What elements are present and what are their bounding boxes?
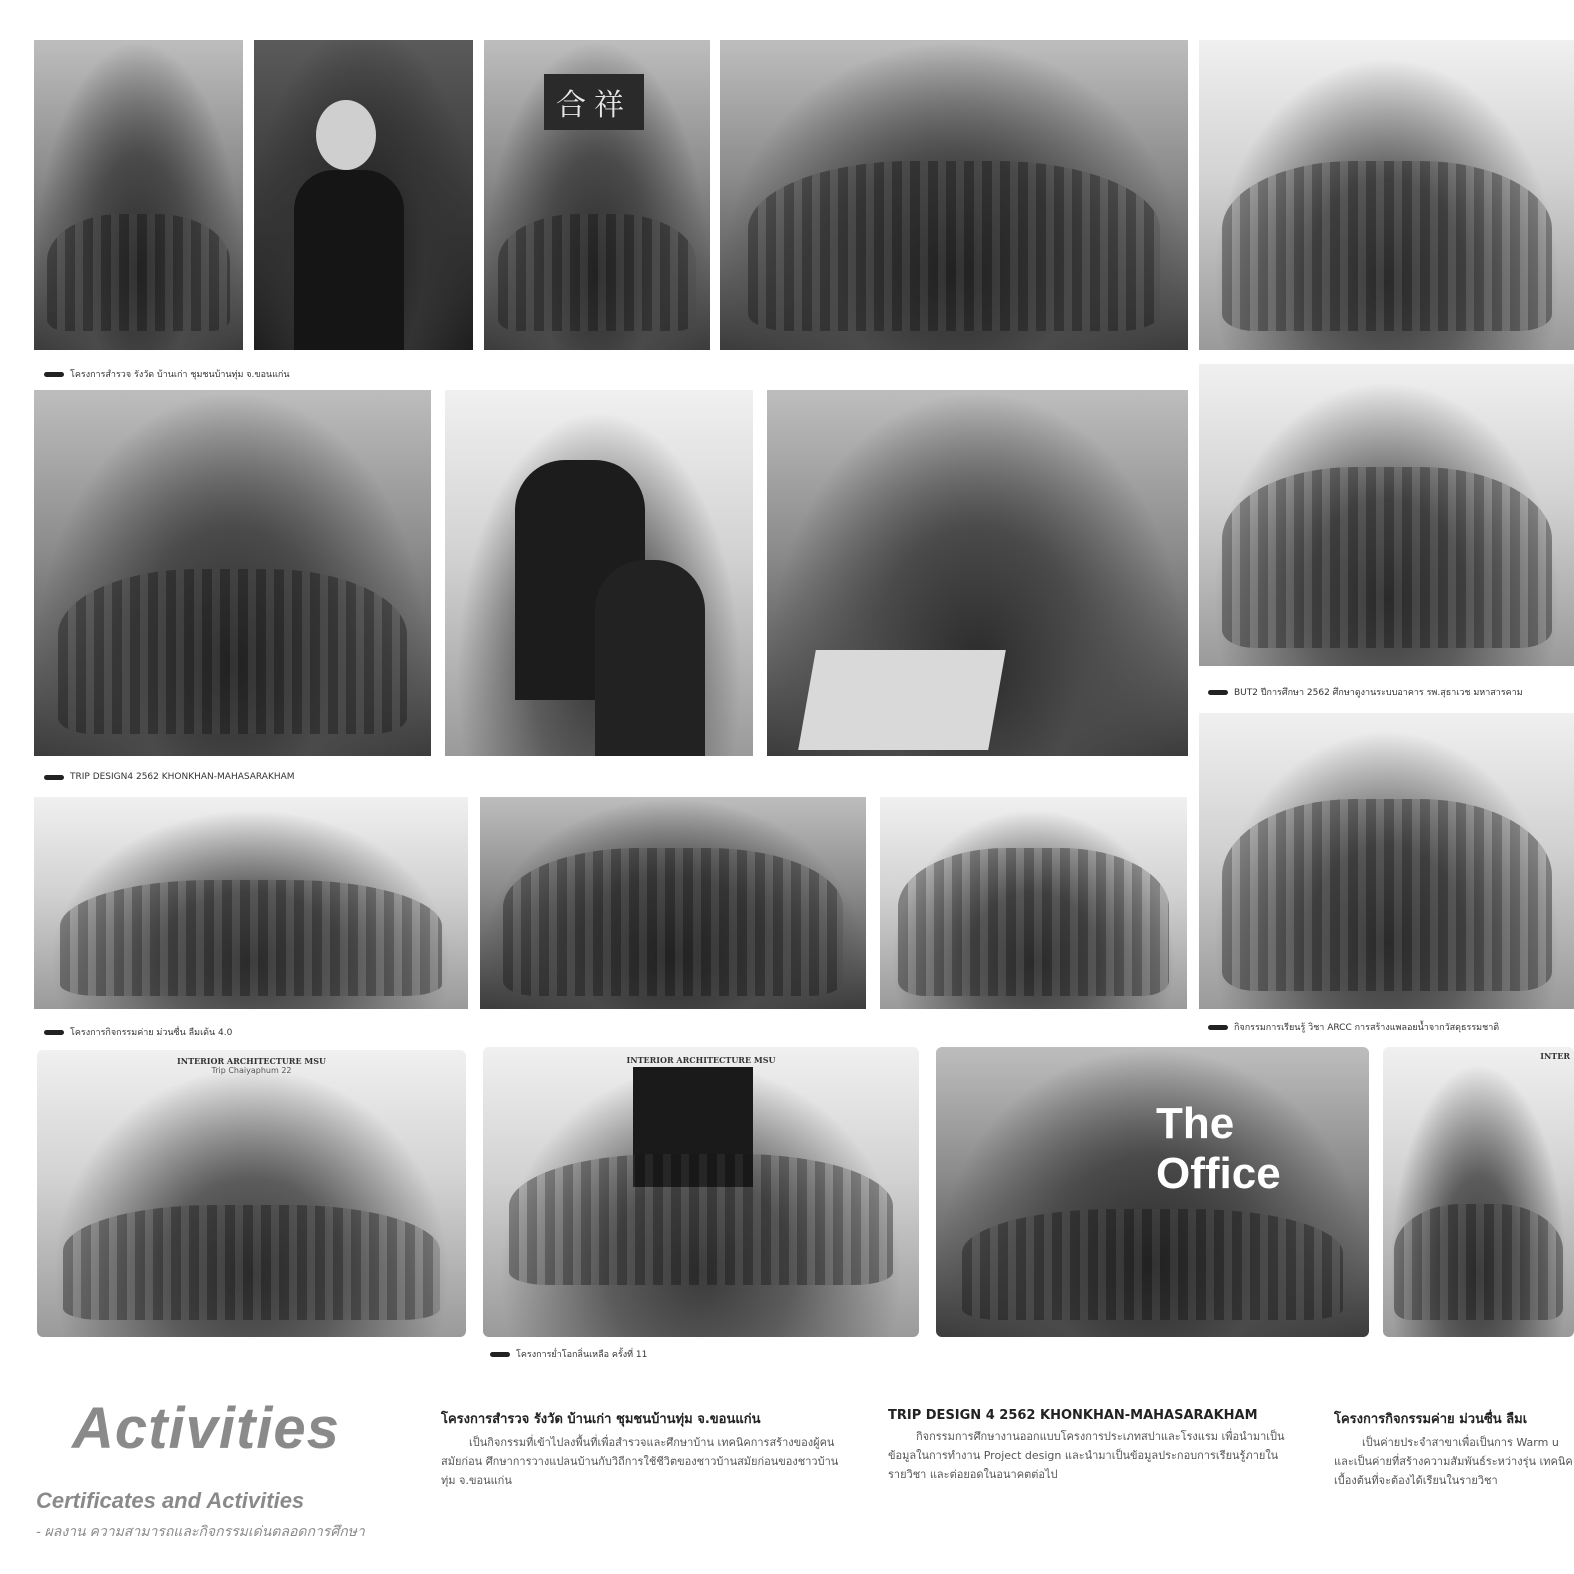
photo-group-temple: [1383, 1047, 1574, 1337]
caption-text: TRIP DESIGN4 2562 KHONKHAN-MAHASARAKHAM: [70, 772, 295, 782]
temple-banner: INTER: [1540, 1051, 1570, 1061]
photo-group-the-office: [936, 1047, 1369, 1337]
caption-row3-right: [1208, 1020, 1499, 1034]
caption-row1: [44, 367, 290, 381]
description-block-2: [888, 1408, 1288, 1484]
photo-old-house-street: [34, 40, 243, 350]
the-office-sign: The Office: [1156, 1099, 1281, 1198]
photo-group-building-steps: [483, 1047, 919, 1337]
building-sign: INTERIOR ARCHITECTURE MSU: [626, 1055, 776, 1065]
photo-student-portrait: [254, 40, 473, 350]
description-body: เป็นค่ายประจำสาขาเพื่อเป็นการ Warm u และเป็นค่ายที่สร้างความสัมพันธ์ระหว่างรุ่น เทคนิคเบื้องต้นที่จะต้องได้เรียนในรายวิชา: [1334, 1436, 1573, 1487]
caption-text: โครงการกิจกรรมค่าย ม่วนซื่น ลืมเด้น 4.0: [70, 1028, 233, 1038]
photo-two-students-phone: [445, 390, 753, 756]
caption-text: โครงการย่ำโอกลิ่นเหลือ ครั้งที่ 11: [516, 1350, 648, 1360]
photo-group-ruins: [37, 1050, 466, 1337]
section-title: Activities: [72, 1396, 340, 1461]
description-heading: โครงการสำรวจ รังวัด บ้านเก่า ชุมชนบ้านทุ่ม จ.ขอนแก่น: [441, 1412, 761, 1427]
description-body: เป็นกิจกรรมที่เข้าไปลงพื้นที่เพื่อสำรวจและศึกษาบ้าน เทคนิคการสร้างของผู้คนสมัยก่อน ศึกษาการวางแปลนบ้านกับวิถีการใช้ชีวิตของชาวบ้านสมัยก่อนของชาวบ้านทุ่ม จ.ขอนแก่น: [441, 1436, 839, 1487]
banner-subtitle: Trip Chaiyaphum 22: [211, 1066, 292, 1075]
description-block-1: [441, 1408, 841, 1490]
caption-bullet: [1208, 1025, 1228, 1030]
photo-camp-group-black-shirts: [480, 797, 866, 1009]
description-heading: โครงการกิจกรรมค่าย ม่วนซื่น ลืมเ: [1334, 1412, 1528, 1427]
photo-group-stairs-building: [1199, 40, 1574, 350]
section-description: - ผลงาน ความสามารถและกิจกรรมเด่นตลอดการศึกษา: [36, 1523, 365, 1539]
photo-students-sitting-cafe: [34, 390, 431, 756]
description-heading: TRIP DESIGN 4 2562 KHONKHAN-MAHASARAKHAM: [888, 1408, 1258, 1423]
caption-text: โครงการสำรวจ รังวัด บ้านเก่า ชุมชนบ้านทุ่ม จ.ขอนแก่น: [70, 370, 290, 380]
photo-camp-selfie: [880, 797, 1187, 1009]
caption-bullet: [44, 1030, 64, 1035]
caption-text: กิจกรรมการเรียนรู้ วิชา ARCC การสร้างแพลอยน้ำจากวัสดุธรรมชาติ: [1234, 1023, 1500, 1033]
caption-bullet: [44, 372, 64, 377]
chinese-sign-text: 合祥: [556, 88, 632, 123]
description-body: กิจกรรมการศึกษางานออกแบบโครงการประเภทสปาและโรงแรม เพื่อนำมาเป็นข้อมูลในการทำงาน Project design และนำมาเป็นข้อมูลประกอบการเรียนรู้ภายในรายวิชา และต่อยอดในอนาคตต่อไป: [888, 1430, 1285, 1481]
banner-title: INTERIOR ARCHITECTURE MSU: [177, 1056, 326, 1066]
photo-large-group-hall: [34, 797, 468, 1009]
caption-row4: [490, 1347, 647, 1361]
photo-group-wooden-wall: [720, 40, 1188, 350]
photo-electrical-room: [1199, 364, 1574, 666]
caption-row3-left: [44, 1025, 232, 1039]
caption-row2-left: [44, 772, 295, 782]
photo-bamboo-raft: [1199, 713, 1574, 1009]
caption-row2-right: [1208, 685, 1523, 699]
description-block-3: [1334, 1408, 1574, 1490]
caption-text: BUT2 ปีการศึกษา 2562 ศึกษาดูงานระบบอาคาร รพ.สุธาเวช มหาสารคาม: [1234, 688, 1523, 698]
section-subtitle: Certificates and Activities: [36, 1488, 305, 1513]
photo-bus-interior: [767, 390, 1188, 756]
caption-bullet: [1208, 690, 1228, 695]
photo-wooden-door-group: [484, 40, 710, 350]
caption-bullet: [490, 1352, 510, 1357]
caption-bullet: [44, 775, 64, 780]
